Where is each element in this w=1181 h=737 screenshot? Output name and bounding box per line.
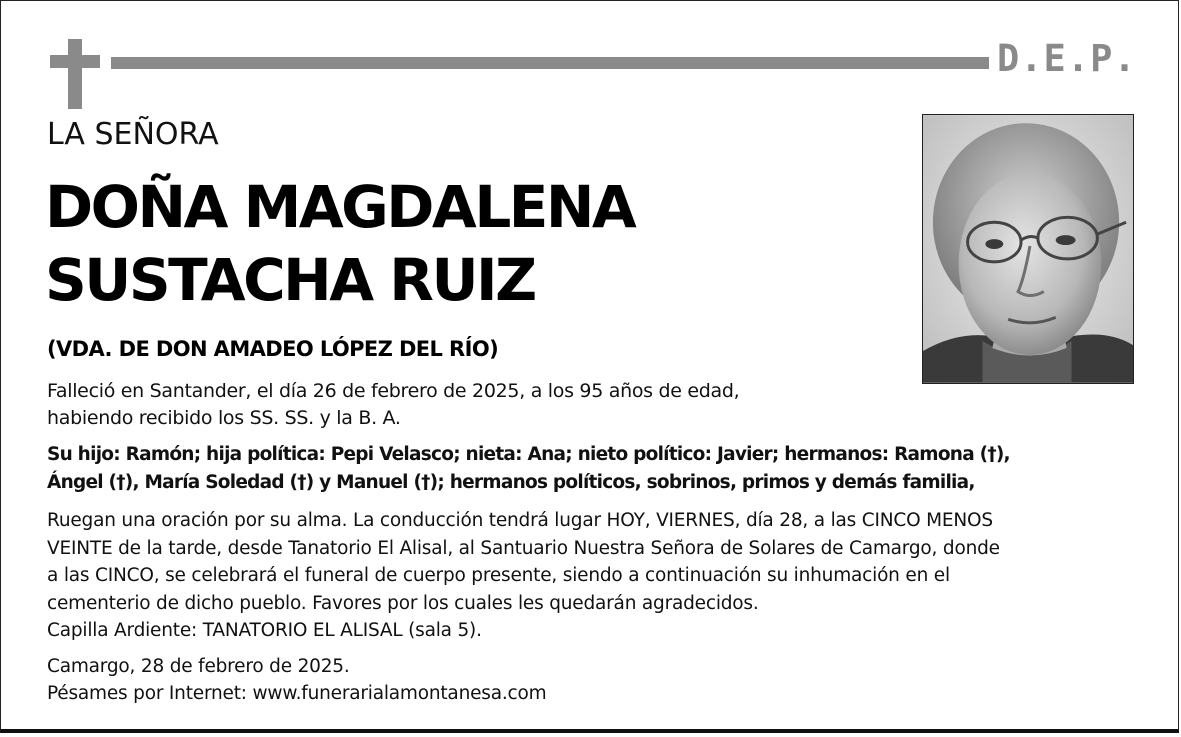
ceremony-line: Ruegan una oración por su alma. La conducción tendrá lugar HOY, VIERNES, día 28, a las CINCO MENOS — [47, 510, 993, 531]
family-line: Su hijo: Ramón; hija política: Pepi Velasco; nieta: Ana; nieto político: Javier; hermanos: Ramona (†), — [47, 444, 1010, 465]
family-line: Ángel (†), María Soledad (†) y Manuel (†); hermanos políticos, sobrinos, primos y demás familia, — [47, 472, 975, 493]
dep-label: D.E.P. — [997, 37, 1137, 80]
ceremony-line: cementerio de dicho pueblo. Favores por los cuales les quedarán agradecidos. — [47, 592, 759, 614]
death-paragraph — [47, 378, 739, 432]
ceremony-line: VEINTE de la tarde, desde Tanatorio El Alisal, al Santuario Nuestra Señora de Solares de Camargo, donde — [47, 537, 1000, 559]
ceremony-paragraph — [47, 507, 1137, 645]
deceased-name-line-1: DOÑA MAGDALENA — [45, 173, 635, 241]
portrait-image — [923, 115, 1133, 383]
header-rule — [111, 57, 989, 69]
portrait-photo — [922, 114, 1134, 384]
death-line: habiendo recibido los SS. SS. y la B. A. — [47, 407, 401, 429]
widow-of: (VDA. DE DON AMADEO LÓPEZ DEL RÍO) — [47, 337, 499, 361]
footer-condolences: Pésames por Internet: www.funerarialamontanesa.com — [47, 683, 547, 704]
footer-paragraph — [47, 653, 546, 707]
deceased-name — [45, 171, 634, 317]
cross-icon-horizontal — [50, 55, 100, 68]
footer-date: Camargo, 28 de febrero de 2025. — [47, 656, 350, 677]
honorific-title: LA SEÑORA — [47, 117, 219, 152]
ceremony-line: a las CINCO, se celebrará el funeral de cuerpo presente, siendo a continuación su inhumación en el — [47, 565, 950, 586]
ceremony-line: Capilla Ardiente: TANATORIO EL ALISAL (sala 5). — [47, 620, 482, 641]
death-line: Falleció en Santander, el día 26 de febrero de 2025, a los 95 años de edad, — [47, 380, 740, 402]
family-paragraph — [47, 441, 1127, 497]
deceased-name-line-2: SUSTACHA RUIZ — [45, 246, 535, 314]
cross-icon-vertical — [68, 39, 82, 109]
